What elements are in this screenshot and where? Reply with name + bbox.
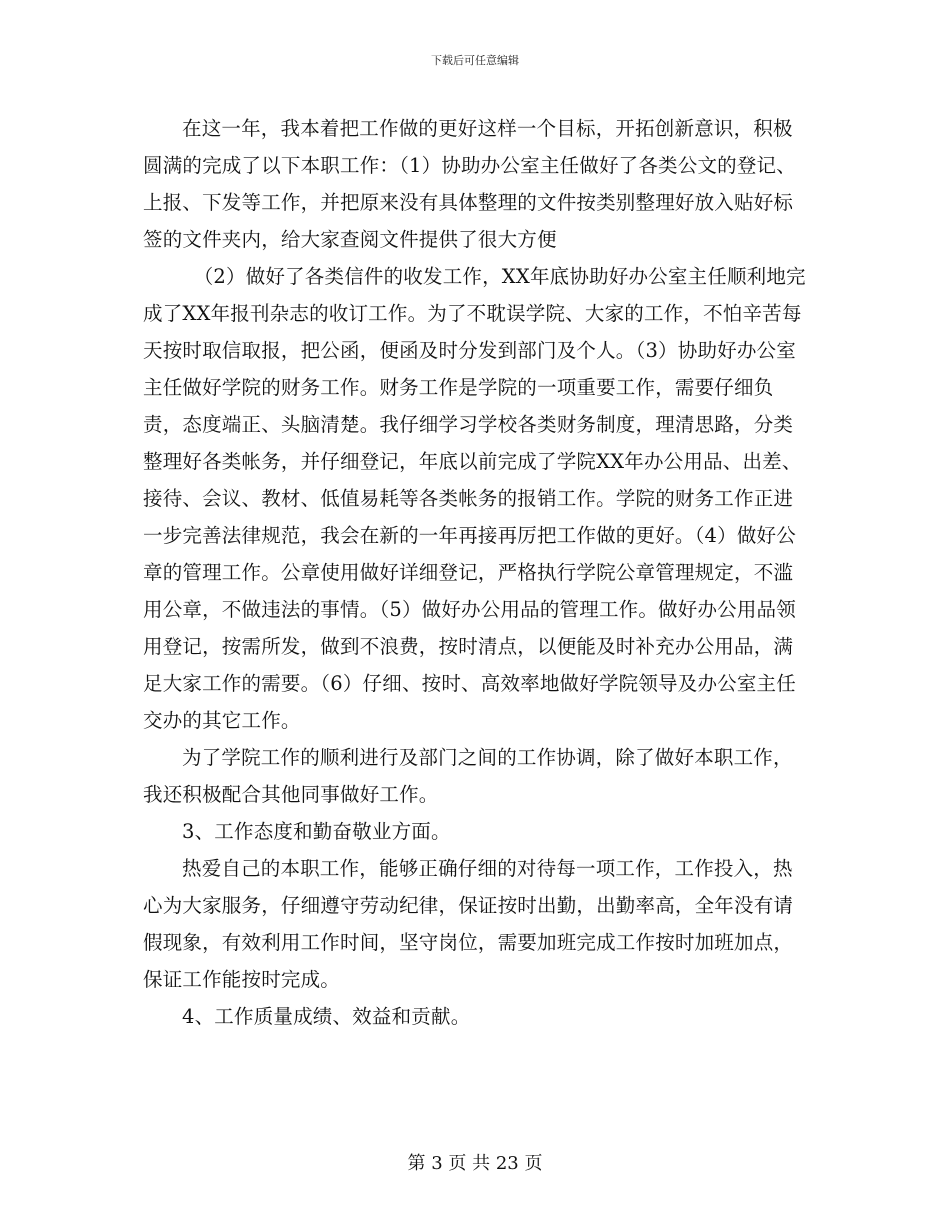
paragraph-4: 热爱自己的本职工作，能够正确仔细的对待每一项工作，工作投入，热心为大家服务，仔细遵守劳动纪律，保证按时出勤，出勤率高，全年没有请假现象，有效利用工作时间，坚守岗位，需要加班完成工作按时加班加点，保证工作能按时完成。 (143, 857, 794, 991)
section-heading-3: 3、工作态度和勤奋敬业方面。 (182, 820, 451, 843)
document-body (143, 110, 806, 1035)
page-footer: 第 3 页 共 23 页 (407, 1153, 543, 1174)
paragraph-2: （2）做好了各类信件的收发工作，XX年底协助好办公室主任顺利地完成了XX年报刊杂志的收订工作。为了不耽误学院、大家的工作，不怕辛苦每天按时取信取报，把公函，便函及时分发到部门及个人。（3）协助好办公室主任做好学院的财务工作。财务工作是学院的一项重要工作，需要仔细负责，态度端正、头脑清楚。我仔细学习学校各类财务制度，理清思路，分类整理好各类帐务，并仔细登记，年底以前完成了学院XX年办公用品、出差、接待、会议、教材、低值易耗等各类帐务的报销工作。学院的财务工作正进一步完善法律规范，我会在新的一年再接再厉把工作做的更好。（4）做好公章的管理工作。公章使用做好详细登记，严格执行学院公章管理规定，不滥用公章，不做违法的事情。（5）做好办公用品的管理工作。做好办公用品领用登记，按需所发，做到不浪费，按时清点，以便能及时补充办公用品，满足大家工作的需要。（6）仔细、按时、高效率地做好学院领导及办公室主任交办的其它工作。 (143, 265, 806, 732)
page-header: 下载后可任意编辑 (431, 54, 519, 67)
section-heading-4: 4、工作质量成绩、效益和贡献。 (182, 1005, 471, 1028)
paragraph-1: 在这一年，我本着把工作做的更好这样一个目标，开拓创新意识，积极圆满的完成了以下本职工作：（1）协助办公室主任做好了各类公文的登记、上报、下发等工作，并把原来没有具体整理的文件按类别整理好放入贴好标签的文件夹内，给大家查阅文件提供了很大方便 (143, 117, 796, 251)
paragraph-3: 为了学院工作的顺利进行及部门之间的工作协调，除了做好本职工作，我还积极配合其他同事做好工作。 (143, 746, 793, 806)
